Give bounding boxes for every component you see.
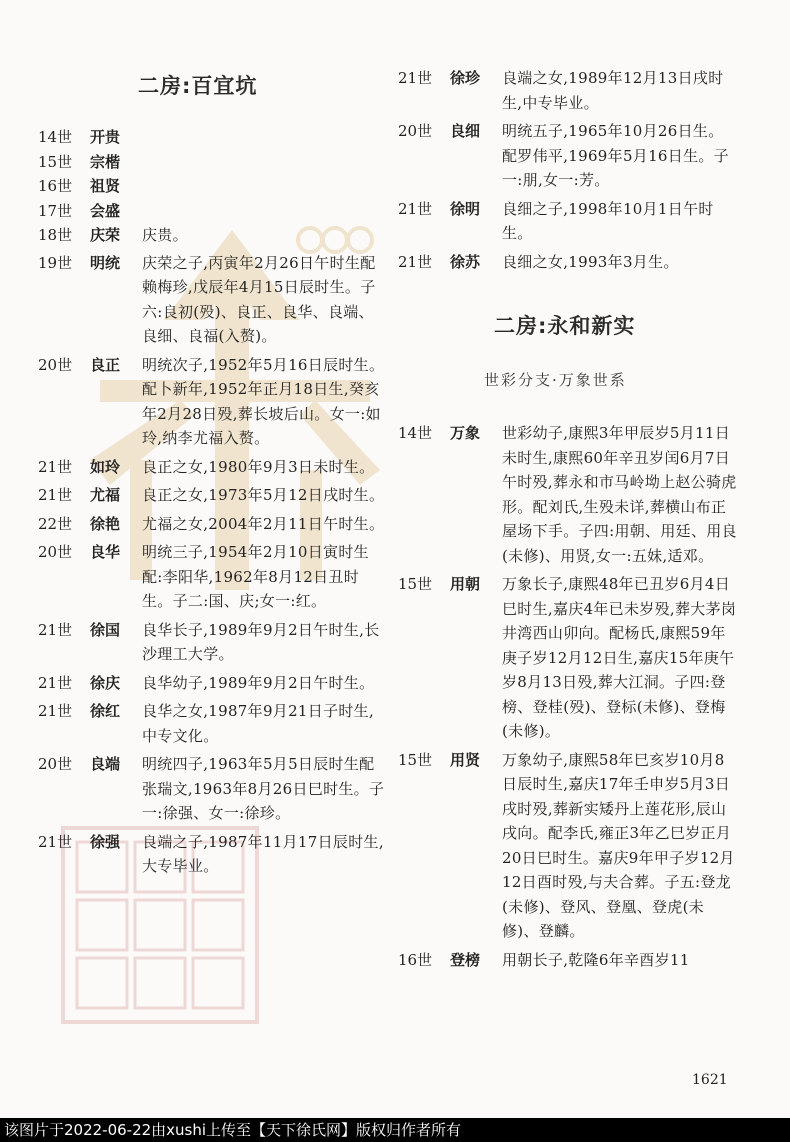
person-description xyxy=(142,199,388,224)
section-title-yonghe-xinshi: 二房:永和新实 xyxy=(494,314,636,338)
generation-label: 19世 xyxy=(38,253,73,272)
person-description: 良细之女,1993年3月生。 xyxy=(502,252,679,271)
person-name: 用贤 xyxy=(450,750,481,769)
person-name: 登榜 xyxy=(450,950,481,969)
genealogy-entry xyxy=(38,455,388,480)
genealogy-entry xyxy=(38,699,388,748)
person-description: 良细之子,1998年10月1日午时生。 xyxy=(502,199,714,242)
generation-label: 21世 xyxy=(398,199,433,218)
generation-label: 21世 xyxy=(398,69,433,87)
generation-label: 17世 xyxy=(38,201,73,220)
left-entry-list xyxy=(38,125,388,879)
person-name: 宗楷 xyxy=(90,152,121,171)
generation-label: 21世 xyxy=(38,486,73,504)
genealogy-entry xyxy=(38,540,388,614)
genealogy-entry xyxy=(38,125,388,150)
genealogy-entry xyxy=(398,66,738,115)
generation-label: 22世 xyxy=(38,514,73,533)
person-name: 徐艳 xyxy=(90,514,121,533)
genealogy-entry xyxy=(398,250,738,275)
person-name: 徐强 xyxy=(90,832,121,851)
genealogy-entry xyxy=(38,251,388,349)
person-description: 万象长子,康熙48年已丑岁6月4日巳时生,嘉庆4年已未岁殁,葬大茅岗井湾西山卯向。配杨氏,康熙59年庚子岁12月12日生,嘉庆15年庚午岁8月13日殁,葬大江洞。子四:登榜、登桂(殁)、登标(未修)、登梅(未修)。 xyxy=(502,575,737,740)
person-description: 良端之女,1989年12月13日戌时生,中专毕业。 xyxy=(502,69,724,112)
person-name: 良华 xyxy=(90,543,121,561)
section-title-baiyikeng: 二房:百宜坑 xyxy=(138,74,258,98)
generation-label: 20世 xyxy=(398,122,433,140)
generation-label: 20世 xyxy=(38,543,73,561)
page-number: 1621 xyxy=(692,1072,728,1088)
person-name: 徐庆 xyxy=(90,673,121,692)
copyright-footer: 该图片于2022-06-22由xushi上传至【天下徐氏网】版权归作者所有 xyxy=(0,1118,790,1142)
right-entry-list-top xyxy=(398,66,738,274)
person-name: 徐国 xyxy=(90,620,121,639)
person-description: 庆荣之子,丙寅年2月26日午时生配赖梅珍,戊辰年4月15日辰时生。子六:良初(殁)、良正、良华、良端、良细、良福(入赘)。 xyxy=(142,253,376,345)
person-description: 世彩幼子,康熙3年甲辰岁5月11日未时生,康熙60年辛丑岁闰6月7日午时殁,葬永和市马岭坳上赵公骑虎形。配刘氏,生殁未详,葬横山布正屋场下手。子四:用朝、用廷、用良(未修)、用贤,女一:五妹,适邓。 xyxy=(502,424,737,565)
generation-label: 21世 xyxy=(38,457,73,476)
person-name: 开贵 xyxy=(90,128,121,146)
generation-label: 20世 xyxy=(38,355,73,374)
genealogy-entry xyxy=(398,197,738,246)
person-name: 如玲 xyxy=(90,457,121,476)
generation-label: 15世 xyxy=(398,575,433,593)
person-name: 良端 xyxy=(90,755,121,773)
person-name: 徐珍 xyxy=(450,69,481,87)
generation-label: 16世 xyxy=(38,177,73,195)
person-description: 明统次子,1952年5月16日辰时生。配卜新年,1952年正月18日生,癸亥年2月28日殁,葬长坡后山。女一:如玲,纳李尤福入赘。 xyxy=(142,355,385,447)
generation-label: 18世 xyxy=(38,226,73,244)
person-description: 庆贵。 xyxy=(142,226,188,244)
person-name: 会盛 xyxy=(90,201,121,220)
genealogy-entry xyxy=(398,748,738,944)
genealogy-entry xyxy=(38,830,388,879)
person-name: 用朝 xyxy=(450,575,481,593)
person-description xyxy=(142,125,388,150)
generation-label: 21世 xyxy=(38,673,73,692)
genealogy-entry xyxy=(38,174,388,199)
genealogy-entry xyxy=(38,618,388,667)
person-name: 徐苏 xyxy=(450,252,481,271)
generation-label: 21世 xyxy=(38,702,73,720)
person-description: 良华幼子,1989年9月2日午时生。 xyxy=(142,673,375,692)
genealogy-entry xyxy=(38,353,388,451)
person-description xyxy=(142,150,388,175)
person-name: 尤福 xyxy=(90,486,121,504)
person-description: 万象幼子,康熙58年巳亥岁10月8日辰时生,嘉庆17年壬申岁5月3日戌时殁,葬新实矮丹上莲花形,辰山戌向。配李氏,雍正3年乙巳岁正月20日巳时生。嘉庆9年甲子岁12月12日酉时殁,与夫合葬。子五:登龙(未修)、登风、登凰、登虎(未修)、登麟。 xyxy=(502,750,735,940)
person-name: 徐明 xyxy=(450,199,481,218)
person-name: 良正 xyxy=(90,355,121,374)
generation-label: 21世 xyxy=(38,832,73,851)
right-entry-list-bottom xyxy=(398,421,738,972)
genealogy-entry xyxy=(38,199,388,224)
person-description: 用朝长子,乾隆6年辛酉岁11 xyxy=(502,950,690,969)
genealogy-entry xyxy=(38,150,388,175)
person-description: 明统四子,1963年5月5日辰时生配张瑞文,1963年8月26日巳时生。子一:徐强、女一:徐珍。 xyxy=(142,755,385,822)
generation-label: 21世 xyxy=(398,252,433,271)
person-name: 明统 xyxy=(90,253,121,272)
person-name: 祖贤 xyxy=(90,177,121,195)
genealogy-entry xyxy=(38,752,388,826)
generation-label: 21世 xyxy=(38,620,73,639)
genealogy-entry xyxy=(398,948,738,973)
person-description: 良正之女,1973年5月12日戌时生。 xyxy=(142,486,385,504)
generation-label: 15世 xyxy=(38,152,73,171)
genealogy-entry xyxy=(398,572,738,744)
genealogy-entry xyxy=(38,223,388,248)
generation-label: 16世 xyxy=(398,950,433,969)
genealogy-entry xyxy=(38,483,388,508)
genealogy-entry xyxy=(38,512,388,537)
generation-label: 15世 xyxy=(398,750,433,769)
person-description: 尤福之女,2004年2月11日午时生。 xyxy=(142,514,385,533)
genealogy-entry xyxy=(398,421,738,568)
person-name: 庆荣 xyxy=(90,226,121,244)
person-description: 明统五子,1965年10月26日生。配罗伟平,1969年5月16日生。子一:朋,女一:芳。 xyxy=(502,122,729,189)
person-description: 良端之子,1987年11月17日辰时生,大专毕业。 xyxy=(142,832,384,875)
person-name: 万象 xyxy=(450,424,481,442)
genealogy-entry xyxy=(38,671,388,696)
person-description: 明统三子,1954年2月10日寅时生配:李阳华,1962年8月12日丑时生。子二:国、庆;女一:红。 xyxy=(142,543,369,610)
person-description: 良正之女,1980年9月3日未时生。 xyxy=(142,457,375,476)
person-name: 良细 xyxy=(450,122,481,140)
generation-label: 20世 xyxy=(38,755,73,773)
generation-label: 14世 xyxy=(38,128,73,146)
person-description: 良华长子,1989年9月2日午时生,长沙理工大学。 xyxy=(142,620,380,663)
person-description xyxy=(142,174,388,199)
person-name: 徐红 xyxy=(90,702,121,720)
branch-subtitle: 世彩分支·万象世系 xyxy=(484,371,627,389)
person-description: 良华之女,1987年9月21日子时生,中专文化。 xyxy=(142,702,375,745)
generation-label: 14世 xyxy=(398,424,433,442)
genealogy-entry xyxy=(398,119,738,193)
